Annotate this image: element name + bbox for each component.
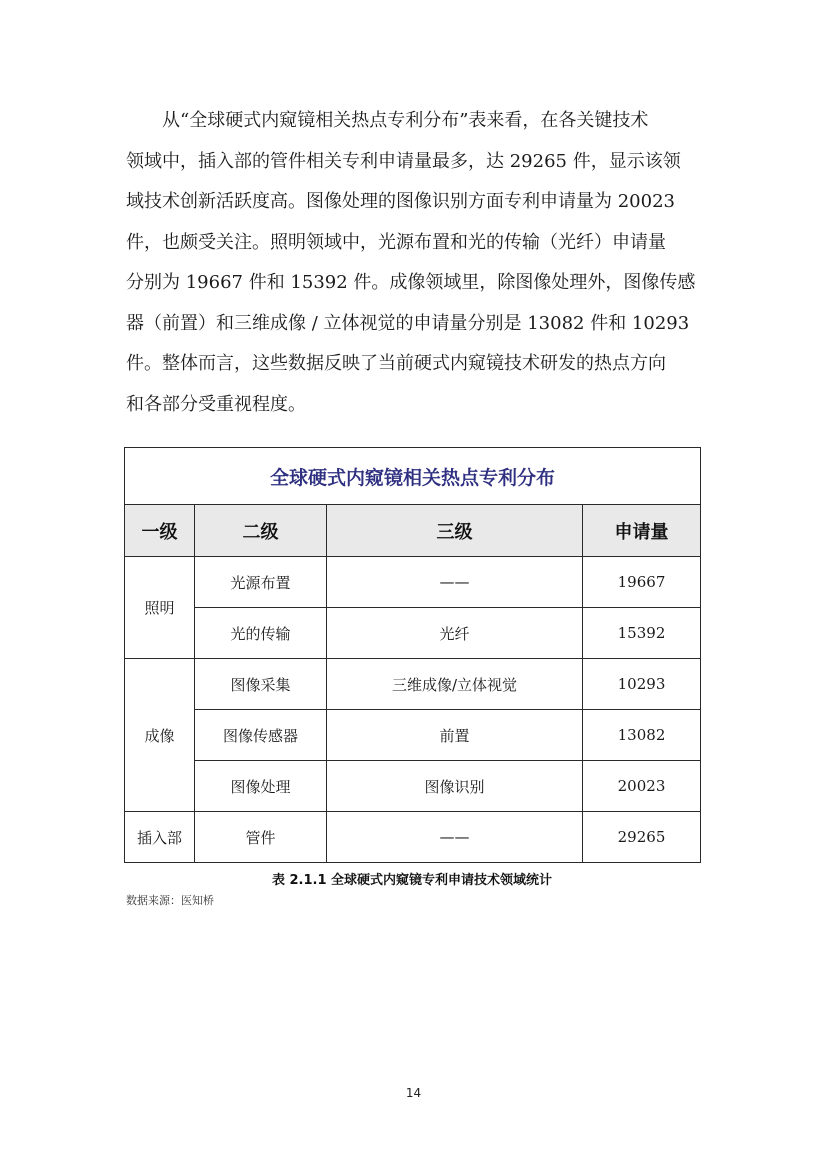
paragraph-line: 件，也颇受关注。照明领域中，光源布置和光的传输（光纤）申请量 [126, 231, 666, 253]
level1-cell: 成像 [125, 659, 195, 812]
level2-cell: 管件 [195, 812, 327, 863]
table-title: 全球硬式内窥镜相关热点专利分布 [125, 448, 701, 505]
level1-cell: 照明 [125, 557, 195, 659]
level1-cell: 插入部 [125, 812, 195, 863]
level2-cell: 图像传感器 [195, 710, 327, 761]
patent-distribution-table [124, 447, 701, 863]
table-row [125, 608, 701, 659]
paragraph-line: 分别为 19667 件和 15392 件。成像领域里，除图像处理外，图像传感 [126, 272, 696, 293]
header-level3: 三级 [327, 505, 583, 557]
level3-cell: 光纤 [327, 608, 583, 659]
table-row [125, 812, 701, 863]
page-number: 14 [405, 1086, 422, 1100]
count-cell: 19667 [583, 557, 701, 608]
count-cell: 13082 [583, 710, 701, 761]
table-header-row [125, 505, 701, 557]
paragraph-line: 和各部分受重视程度。 [126, 393, 306, 415]
paragraph-line: 域技术创新活跃度高。图像处理的图像识别方面专利申请量为 20023 [126, 191, 675, 212]
table-caption: 表 2.1.1 全球硬式内窥镜专利申请技术领域统计 [271, 873, 553, 888]
count-cell: 20023 [583, 761, 701, 812]
table-row [125, 761, 701, 812]
level3-cell: 前置 [327, 710, 583, 761]
level3-cell: —— [327, 557, 583, 608]
table-row [125, 557, 701, 608]
data-source-note: 数据来源：医知桥 [126, 894, 214, 907]
count-cell: 10293 [583, 659, 701, 710]
table-row [125, 710, 701, 761]
level2-cell: 光源布置 [195, 557, 327, 608]
count-cell: 29265 [583, 812, 701, 863]
level2-cell: 图像采集 [195, 659, 327, 710]
table-title-row [125, 448, 701, 505]
level3-cell: 图像识别 [327, 761, 583, 812]
level2-cell: 图像处理 [195, 761, 327, 812]
paragraph-line: 器（前置）和三维成像 / 立体视觉的申请量分别是 13082 件和 10293 [126, 312, 690, 334]
body-paragraph [126, 101, 700, 425]
level3-cell: 三维成像/立体视觉 [327, 659, 583, 710]
paragraph-line: 从“全球硬式内窥镜相关热点专利分布”表来看，在各关键技术 [162, 110, 649, 131]
header-count: 申请量 [583, 505, 701, 557]
header-level2: 二级 [195, 505, 327, 557]
paragraph-line: 领域中，插入部的管件相关专利申请量最多，达 29265 件，显示该领 [126, 150, 681, 172]
header-level1: 一级 [125, 505, 195, 557]
paragraph-line: 件。整体而言，这些数据反映了当前硬式内窥镜技术研发的热点方向 [126, 353, 666, 374]
count-cell: 15392 [583, 608, 701, 659]
level2-cell: 光的传输 [195, 608, 327, 659]
table-row [125, 659, 701, 710]
level3-cell: —— [327, 812, 583, 863]
